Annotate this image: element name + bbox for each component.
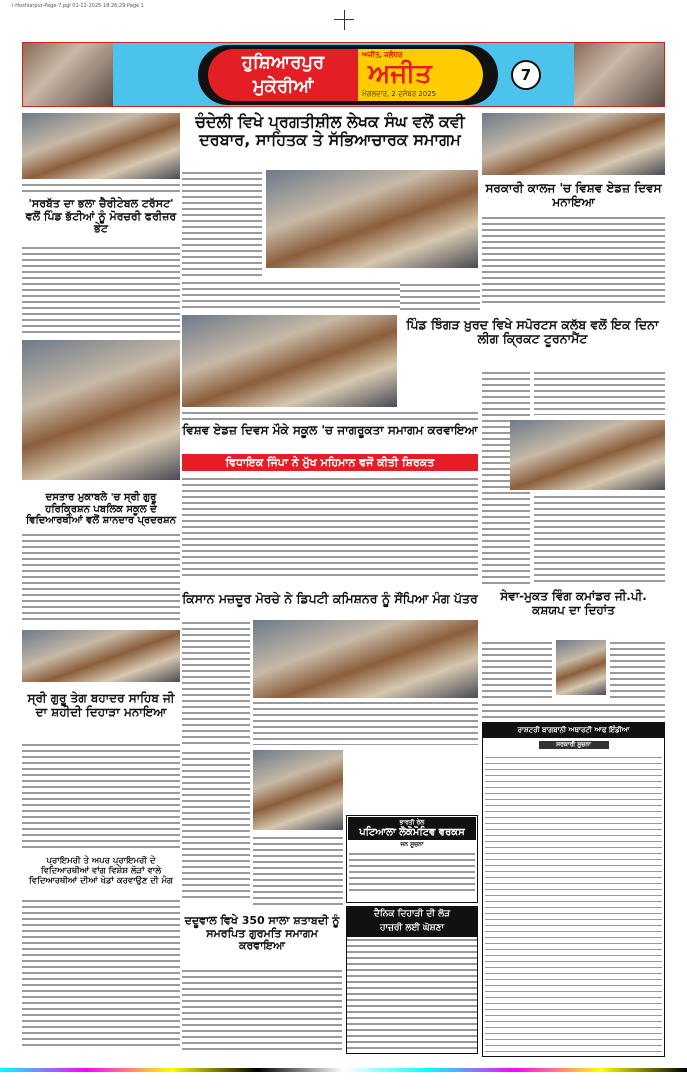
lead-headline: ਚੰਦੇਲੀ ਵਿਖੇ ਪ੍ਰਗਤੀਸ਼ੀਲ ਲੇਖਕ ਸੰਘ ਵਲੋਂ ਕਵੀ ਦਰਬਾਰ, ਸਾਹਿਤਕ ਤੇ ਸੱਭਿਆਚਾਰਕ ਸਮਾਗਮ — [195, 112, 465, 150]
cricket-headline: ਪਿੰਡ ਝਿੰਗੜ ਖ਼ੁਰਦ ਵਿਖੇ ਸਪੋਰਟਸ ਕਲੱਬ ਵਲੋਂ ਇਕ ਦਿਨਾ ਲੀਗ ਕ੍ਰਿਕਟ ਟੂਰਨਾਮੈਂਟ — [406, 317, 659, 347]
shaheedi-headline: ਸ੍ਰੀ ਗੁਰੂ ਤੇਗ ਬਹਾਦਰ ਸਾਹਿਬ ਜੀ ਦਾ ਸ਼ਹੀਦੀ ਦਿਹਾੜਾ ਮਨਾਇਆ — [27, 691, 175, 719]
ad-org-line: ਭਾਰਤੀ ਰੇਲ — [399, 819, 425, 826]
cricket-body-3 — [534, 494, 665, 584]
kisan-photo — [253, 620, 478, 698]
section-title-line2: ਮੁਕੇਰੀਆਂ — [252, 76, 314, 97]
dastar-headline: ਦਸਤਾਰ ਮੁਕਾਬਲੇ 'ਚ ਸ੍ਰੀ ਗੁਰੂ ਹਰਿਕ੍ਰਿਸ਼ਨ ਪਬਲਿਕ ਸਕੂਲ ਦੇ ਵਿਦਿਆਰਥੀਆਂ ਵਲੋਂ ਸ਼ਾਨਦਾਰ ਪ੍ਰਦਰਸ਼ਨ — [26, 492, 176, 526]
kisan-body — [182, 620, 250, 745]
locomotive-ad-header — [348, 817, 476, 840]
registration-mark — [334, 19, 354, 20]
obit-body-3 — [482, 702, 665, 718]
ad-body — [349, 851, 475, 891]
section-title — [208, 49, 358, 101]
lead-body-tail — [400, 282, 480, 312]
brand-logo: ਅਜੀਤ — [368, 59, 432, 89]
trust-body — [22, 245, 180, 335]
locomotive-ad — [346, 815, 478, 903]
obit-body — [482, 640, 552, 700]
obit-portrait — [556, 640, 606, 695]
notice-table — [485, 752, 662, 1052]
trust-headline: 'ਸਰਬੱਤ ਦਾ ਭਲਾ ਚੈਰੀਟੇਬਲ ਟਰੱਸਟ' ਵਲੋਂ ਪਿੰਡ ਭੱਟੀਆਂ ਨੂੰ ਮੋਰਚਰੀ ਫਰੀਜ਼ਰ ਭੇਟ — [25, 197, 177, 236]
obit-body-2 — [610, 640, 665, 700]
masthead-banner — [198, 45, 498, 105]
trust-photo — [22, 113, 180, 179]
brand-block — [358, 49, 483, 101]
dadual-headline: ਦਦੂਵਾਲ ਵਿਖੇ 350 ਸਾਲਾ ਸ਼ਤਾਬਦੀ ਨੂੰ ਸਮਰਪਿਤ ਗੁਰਮਤਿ ਸਮਾਗਮ ਕਰਵਾਇਆ — [184, 914, 340, 953]
kisan-headline: ਕਿਸਾਨ ਮਜ਼ਦੂਰ ਮੋਰਚੇ ਨੇ ਡਿਪਟੀ ਕਮਿਸ਼ਨਰ ਨੂੰ ਸੌਂਪਿਆ ਮੰਗ ਪੱਤਰ — [182, 591, 478, 606]
shaheedi-photo — [22, 630, 180, 682]
kisan-body-continued — [253, 700, 478, 745]
daily-wage-ad-body — [346, 936, 478, 1054]
dastar-photo — [22, 340, 180, 480]
ad-title: ਪਟਿਆਲਾ ਲੋਕੋਮੋਟਿਵ ਵਰਕਸ — [359, 827, 465, 838]
disabled-headline: ਪ੍ਰਾਇਮਰੀ ਤੇ ਅਪਰ ਪ੍ਰਾਇਮਰੀ ਦੇ ਵਿਦਿਆਰਥੀਆਂ ਵਾਂਗ ਵਿਸ਼ੇਸ਼ ਲੋੜਾਂ ਵਾਲੇ ਵਿਦਿਆਰਥੀਆਂ ਦੀਆਂ ਖੇਡਾਂ ਕਰਵਾਉਣ ਦੀ ਮੰਗ — [29, 856, 173, 886]
ad-notice-label: ਜਨ ਸੂਚਨਾ — [400, 841, 424, 848]
issue-date: ਮੰਗਲਵਾਰ, 2 ਦਸੰਬਰ 2025 — [362, 90, 437, 98]
disabled-body — [22, 898, 180, 1050]
college-headline: ਸਰਕਾਰੀ ਕਾਲਜ 'ਚ ਵਿਸ਼ਵ ਏਡਜ਼ ਦਿਵਸ ਮਨਾਇਆ — [485, 181, 662, 209]
aids-school-headline: ਵਿਸ਼ਵ ਏਡਜ਼ ਦਿਵਸ ਮੌਕੇ ਸਕੂਲ 'ਚ ਜਾਗਰੂਕਤਾ ਸਮਾਗਮ ਕਰਵਾਇਆ — [182, 423, 478, 437]
dastar-body — [22, 532, 180, 624]
obit-headline: ਸੇਵਾ-ਮੁਕਤ ਵਿੰਗ ਕਮਾਂਡਰ ਜੀ.ਪੀ. ਕਸ਼ਯਪ ਦਾ ਦਿਹਾਂਤ — [500, 589, 647, 617]
ad-subtitle: ਹਾਜ਼ਰੀ ਲਈ ਘੋਸ਼ਣਾ — [379, 923, 445, 933]
aids-school-photo — [182, 315, 397, 407]
cricket-body-2 — [534, 370, 665, 415]
college-body — [482, 215, 665, 307]
color-bar — [0, 1068, 687, 1072]
ad-title: ਦੈਨਿਕ ਦਿਹਾੜੀ ਦੀ ਲੋੜ — [373, 909, 451, 919]
dadual-photo — [253, 750, 343, 830]
photo-caption — [22, 182, 180, 194]
registration-mark — [344, 10, 345, 30]
notice-title: ਰਾਸ਼ਟਰੀ ਬਾਗਬਾਨੀ ਅਥਾਰਟੀ ਆਫ ਇੰਡੀਆ — [483, 723, 664, 738]
dadual-body — [182, 968, 342, 1050]
masthead-photo-right — [574, 43, 664, 106]
page-number: 7 — [511, 60, 541, 90]
section-title-line1: ਹੁਸ਼ਿਆਰਪੁਰ — [241, 52, 325, 73]
government-notice-ad — [482, 722, 665, 1057]
shaheedi-body — [22, 742, 180, 850]
publisher-line: ਅਜੀਤ, ਜਲੰਧਰ — [362, 51, 403, 59]
aids-school-subhead: ਵਿਧਾਇਕ ਜਿੰਪਾ ਨੇ ਮੁੱਖ ਮਹਿਮਾਨ ਵਜੋਂ ਕੀਤੀ ਸ਼ਿਰਕਤ — [182, 454, 478, 471]
masthead — [22, 42, 665, 107]
aids-school-body — [182, 476, 478, 580]
college-photo — [482, 113, 665, 175]
dadual-body-top — [253, 835, 343, 905]
cricket-photo — [510, 420, 665, 490]
lead-body — [182, 170, 262, 278]
kisan-body-col2 — [182, 750, 250, 900]
masthead-photo-left — [23, 43, 113, 106]
daily-wage-ad-header — [346, 906, 478, 936]
photo-caption — [182, 410, 478, 420]
lead-photo — [266, 170, 478, 268]
print-slug: I-Hoshiarpur-Page-7.pgl 01-12-2025 18:26:29 Page 1 — [12, 3, 144, 9]
notice-heading: ਸਰਕਾਰੀ ਸੂਚਨਾ — [539, 741, 609, 749]
